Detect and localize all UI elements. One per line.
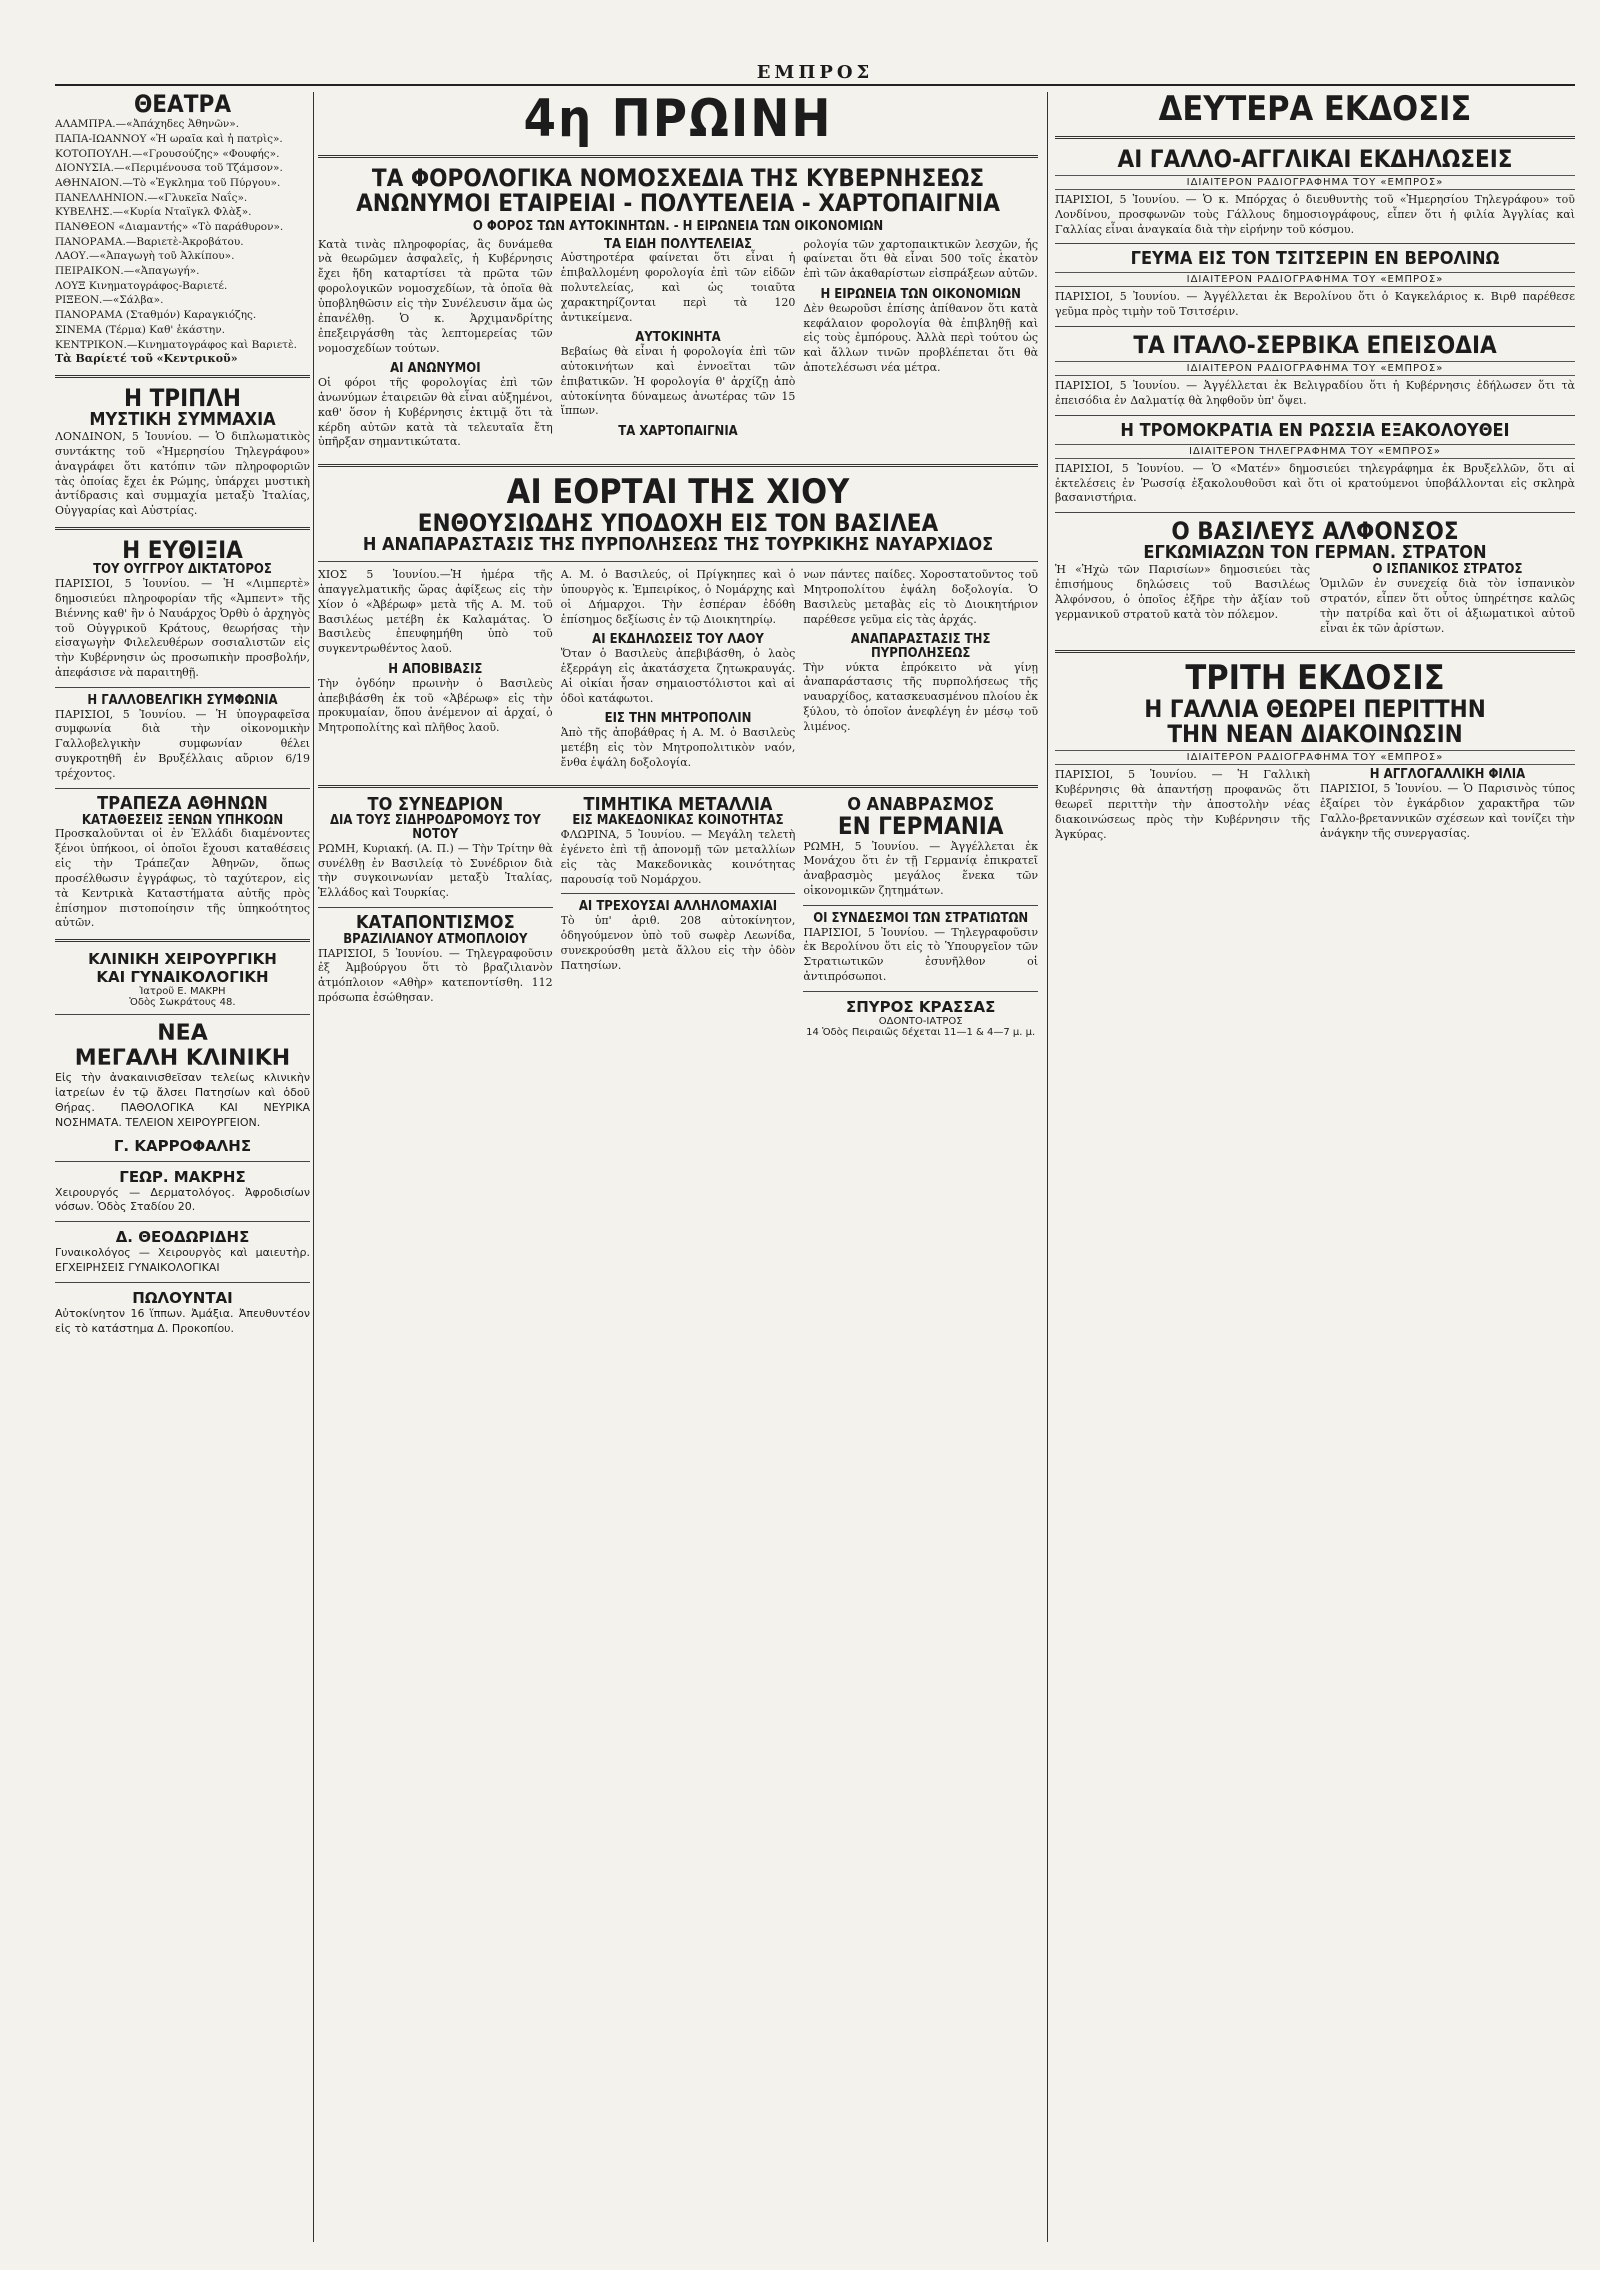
article-text: Τὴν ὀγδόην πρωινὴν ὁ Βασιλεὺς ἀπεβιβάσθη ἐκ τοῦ «Ἀβέρωφ» εἰς τὴν προκυμαίαν, ὅπου ἀνέμενον αἱ ἀρχαί, ὁ Μητροπολίτης καὶ πλῆθος λαοῦ. (318, 676, 553, 735)
article-column (318, 568, 553, 777)
theatre-line: ΑΛΑΜΠΡΑ.—«Ἀπάχηδες Ἀθηνῶν». (55, 118, 240, 131)
main-subheadline: ΑΝΩΝΥΜΟΙ ΕΤΑΙΡΕΙΑΙ - ΠΟΛΥΤΕΛΕΙΑ - ΧΑΡΤΟΠΑΙΓΝΙΑ (356, 188, 1000, 217)
theatre-listing (55, 117, 310, 352)
alfonso-headline: Ο ΒΑΣΙΛΕΥΣ ΑΛΦΟΝΣΟΣ (1171, 517, 1459, 546)
right-column (1055, 92, 1575, 2252)
new-clinic-ad (55, 1021, 310, 1154)
wire-tag: ΙΔΙΑΙΤΕΡΟΝ ΡΑΔΙΟΓΡΑΦΗΜΑ ΤΟΥ «ΕΜΠΡΟΣ» (1055, 175, 1575, 190)
theatre-line: ΣΙΝΕΜΑ (Τέρμα) Καθ' ἑκάστην. (55, 323, 225, 336)
new-clinic-director: Γ. ΚΑΡΡΟΦΑΛΗΣ (113, 1136, 252, 1155)
article-text: ΠΑΡΙΣΙΟΙ, 5 Ἰουνίου. — Ἀγγέλλεται ἐκ Βελιγραδίου ὅτι ἡ Κυβέρνησις ἐδήλωσεν ὅτι τὰ ἐπεισόδια ἐν Δαλματίᾳ θὰ ληφθοῦν ὑπ' ὄψει. (1055, 379, 1575, 408)
wire-tag: ΙΔΙΑΙΤΕΡΟΝ ΡΑΔΙΟΓΡΑΦΗΜΑ ΤΟΥ «ΕΜΠΡΟΣ» (1055, 272, 1575, 287)
section-heading: Η ΑΠΟΒΙΒΑΣΙΣ (388, 662, 483, 678)
congress-headline: ΤΟ ΣΥΝΕΔΡΙΟΝ (367, 795, 504, 815)
alfonso-columns (1055, 563, 1575, 642)
makris-ad (55, 1168, 310, 1216)
main-article-columns (318, 238, 1038, 457)
divider (318, 464, 1038, 467)
second-edition-title: ΔΕΥΤΕΡΑ ΕΚΔΟΣΙΣ (1158, 92, 1472, 129)
article-text: Ὅταν ὁ Βασιλεὺς ἀπεβιβάσθη, ὁ λαὸς ἐξερράγη εἰς ἀκατάσχετα ζητωκραυγάς. Αἱ οἰκίαι ἦσαν σημαιοστόλιστοι καὶ αἱ ὁδοὶ κατάφωτοι. (560, 647, 796, 705)
dentist-address: 14 Ὁδὸς Πειραιῶς δέχεται 11—1 & 4—7 μ. μ. (806, 1027, 1036, 1039)
section-heading: ΕΙΣ ΤΗΝ ΜΗΤΡΟΠΟΛΙΝ (604, 711, 752, 727)
divider (1055, 243, 1575, 244)
left-column (55, 92, 310, 2252)
theodoridis-text: Γυναικολόγος — Χειρουργὸς καὶ μαιευτὴρ. ΕΓΧΕΙΡΗΣΕΙΣ ΓΥΝΑΙΚΟΛΟΓΙΚΑΙ (55, 1246, 310, 1275)
article-column (803, 796, 1038, 1038)
congress-subheadline: ΔΙΑ ΤΟΥΣ ΣΙΔΗΡΟΔΡΟΜΟΥΣ ΤΟΥ ΝΟΤΟΥ (329, 813, 541, 843)
sinking-subheadline: ΒΡΑΖΙΛΙΑΝΟΥ ΑΤΜΟΠΛΟΙΟΥ (343, 931, 528, 947)
section-heading: Ο ΙΣΠΑΝΙΚΟΣ ΣΤΡΑΤΟΣ (1372, 563, 1523, 578)
article-text: ΠΑΡΙΣΙΟΙ, 5 Ἰουνίου. — Ἀγγέλλεται ἐκ Βερολίνου ὅτι ὁ Καγκελάριος κ. Βιρθ παρέθεσε γεῦμα πρὸς τιμὴν τοῦ Τσιτσέριν. (1055, 290, 1575, 319)
divider (561, 893, 796, 894)
article-text: Κατὰ τινὰς πληροφορίας, ἃς δυνάμεθα νὰ θεωρῶμεν ἀσφαλεῖς, ἡ Κυβέρνησις ἔχει ἤδη καταρτίσει τὰ πρῶτα τῶν φορολογικῶν νομοσχεδίων, τὰ ὁποῖα θὰ ὑποβληθῶσιν εἰς τὴν Συνέλευσιν ἅμα ὡς ἐπανέλθῃ. Ὁ κ. Ἀρχιμανδρίτης ἐπεξειργάσθη τὰς λεπτομερείας τῶν νομοσχεδίων τούτων. (318, 237, 553, 355)
clinic-ad (55, 950, 310, 1008)
divider (55, 939, 310, 942)
makris-text: Χειρουργός — Δερματολόγος. Ἀφροδισίων νόσων. Ὁδὸς Σταδίου 20. (55, 1185, 310, 1214)
chicherin-headline: ΓΕΥΜΑ ΕΙΣ ΤΟΝ ΤΣΙΤΣΕΡΙΝ ΕΝ ΒΕΡΟΛΙΝΩ (1130, 248, 1500, 270)
theatre-line: ΛΑΟΥ.—«Ἀπαγωγὴ τοῦ Ἀλκίπου». (55, 250, 235, 263)
article-column (318, 796, 553, 1038)
clinic-title: ΚΛΙΝΙΚΗ ΧΕΙΡΟΥΡΓΙΚΗ (88, 950, 277, 969)
edition-title: 4η ΠΡΩΙΝΗ (523, 92, 833, 149)
theatre-line: ΠΑΠΑ-ΙΩΑΝΝΟΥ «Ἡ ωραῖα καὶ ἡ πατρὶς». (55, 132, 283, 145)
theatre-line: ΠΑΝΘΕΟΝ «Διαμαντής» «Τὸ παράθυρον». (55, 221, 284, 233)
divider (55, 375, 310, 378)
divider (1055, 326, 1575, 327)
article-column (803, 568, 1038, 777)
theatre-note: Τὰ Βαρίετέ τοῦ «Κεντρικοῦ» (55, 352, 238, 366)
section-heading: Η ΕΙΡΩΝΕΙΑ ΤΩΝ ΟΙΚΟΝΟΜΙΩΝ (820, 287, 1021, 303)
divider (55, 527, 310, 530)
ethixia-subheadline: ΤΟΥ ΟΥΓΓΡΟΥ ΔΙΚΤΑΤΟΡΟΣ (93, 562, 272, 578)
sinking-headline: ΚΑΤΑΠΟΝΤΙΣΜΟΣ (356, 912, 515, 934)
third-edition-title: ΤΡΙΤΗ ΕΚΔΟΣΙΣ (1185, 658, 1445, 699)
divider (1055, 650, 1575, 653)
column-divider (313, 92, 314, 2242)
article-column (561, 568, 796, 777)
article-text: ΠΑΡΙΣΙΟΙ, 5 Ἰουνίου. — Ἡ Γαλλικὴ Κυβέρνησις θὰ ἀπαντήσῃ προφανῶς ὅτι θεωρεῖ περιττὴν τὴν ἀποστολὴν νέας διακοινώσεως πρὸς τὴν Κυβέρνησιν τῆς Ἀγκύρας. (1055, 768, 1310, 841)
dentist-name: ΣΠΥΡΟΣ ΚΡΑΣΣΑΣ (845, 998, 996, 1017)
divider (55, 687, 310, 688)
terror-russia-headline: Η ΤΡΟΜΟΚΡΑΤΙΑ ΕΝ ΡΩΣΣΙΑ ΕΞΑΚΟΛΟΥΘΕΙ (1120, 419, 1510, 441)
medals-subheadline: ΕΙΣ ΜΑΚΕΔΟΝΙΚΑΣ ΚΟΙΝΟΤΗΤΑΣ (572, 813, 784, 829)
theatre-line: ΡΙΞΕΟΝ.—«Σάλβα». (55, 294, 164, 307)
article-column (1320, 563, 1575, 642)
chios-headline: ΑΙ ΕΟΡΤΑΙ ΤΗΣ ΧΙΟΥ (506, 472, 850, 513)
main-headline: ΤΑ ΦΟΡΟΛΟΓΙΚΑ ΝΟΜΟΣΧΕΔΙΑ ΤΗΣ ΚΥΒΕΡΝΗΣΕΩΣ (371, 163, 985, 192)
theatre-line: ΑΘΗΝΑΙΟΝ.—Τὸ «Ἐγκλημα τοῦ Πύργου». (55, 176, 281, 189)
section-heading: Η ΑΓΓΛΟΓΑΛΛΙΚΗ ΦΙΛΙΑ (1369, 768, 1526, 783)
unrest-headline: Ο ΑΝΑΒΡΑΣΜΟΣ (847, 795, 995, 815)
article-column (803, 238, 1038, 457)
dentist-profession: ΟΔΟΝΤΟ-ΙΑΤΡΟΣ (878, 1016, 963, 1028)
section-heading: ΑΙ ΕΚΔΗΛΩΣΕΙΣ ΤΟΥ ΛΑΟΥ (592, 632, 764, 648)
center-column (318, 92, 1038, 2252)
section-heading: ΤΑ ΧΑΡΤΟΠΑΙΓΝΙΑ (618, 424, 738, 440)
triple-headline: Η ΤΡΙΠΛΗ (123, 384, 241, 413)
divider (55, 1014, 310, 1015)
theatre-line: ΠΑΝΕΛΛΗΝΙΟΝ.—«Γλυκεῖα Ναΐς». (55, 191, 248, 204)
divider (1055, 512, 1575, 513)
wire-tag: ΙΔΙΑΙΤΕΡΟΝ ΤΗΛΕΓΡΑΦΗΜΑ ΤΟΥ «ΕΜΠΡΟΣ» (1055, 444, 1575, 459)
new-clinic-text: Εἰς τὴν ἀνακαινισθεῖσαν τελείως κλινικὴν ἰατρείων ἐν τῷ ἄλσει Πατησίων καὶ ὁδοῦ Θήρας. ΠΑΘΟΛΟΓΙΚΑ ΚΑΙ ΝΕΥΡΙΚΑ ΝΟΣΗΜΑΤΑ. ΤΕΛΕΙΟΝ ΧΕΙΡΟΥΡΓΕΙΟΝ. (55, 1071, 310, 1129)
divider (318, 785, 1038, 788)
wire-tag: ΙΔΙΑΙΤΕΡΟΝ ΡΑΔΙΟΓΡΑΦΗΜΑ ΤΟΥ «ΕΜΠΡΟΣ» (1055, 361, 1575, 376)
divider (803, 991, 1038, 992)
article-text: ΡΩΜΗ, Κυριακή. (Α. Π.) — Τὴν Τρίτην θὰ συνέλθῃ ἐν Βασιλείᾳ τὸ Συνέδριον διὰ τὴν συγκοινωνίαν μεταξὺ Ἰταλίας, Ἑλλάδος καὶ Τουρκίας. (318, 841, 553, 900)
divider (803, 905, 1038, 906)
medals-headline: ΤΙΜΗΤΙΚΑ ΜΕΤΑΛΛΙΑ (583, 795, 773, 815)
article-text: Οἱ φόροι τῆς φορολογίας ἐπὶ τῶν ἀνωνύμων ἑταιρειῶν θὰ εἶναι αὐξημένοι, καθ' ὅσον ἡ Κυβέρνησις ἐκτιμᾷ ὅτι τὰ κέρδη αὐτῶν κατὰ τὰ τελευταῖα ἔτη ὑπῆρξαν σημαντικώτατα. (318, 376, 553, 449)
article-text: Αὐστηροτέρα φαίνεται ὅτι εἶναι ἡ ἐπιβαλλομένη φορολογία ἐπὶ τῶν εἰδῶν πολυτελείας, καὶ ὡς τοιαῦτα χαρακτηρίζονται περὶ τὰ 120 ἀντικείμενα. (560, 251, 796, 324)
ethixia-headline: Η ΕΥΘΙΞΙΑ (122, 536, 243, 565)
theatre-line: ΚΕΝΤΡΙΚΟΝ.—Κινηματογράφος καὶ Βαριετὲ. (55, 338, 297, 351)
for-sale-ad (55, 1289, 310, 1337)
theatre-heading: ΘΕΑΤΡΑ (133, 92, 232, 118)
main-deck: Ο ΦΟΡΟΣ ΤΩΝ ΑΥΤΟΚΙΝΗΤΩΝ. - Η ΕΙΡΩΝΕΙΑ ΤΩΝ ΟΙΚΟΝΟΜΙΩΝ (472, 218, 884, 234)
divider (318, 561, 1038, 562)
article-text: νων πάντες παίδες. Χοροστατοῦντος τοῦ Μητροπολίτου ἐψάλη δοξολογία. Ὁ Βασιλεὺς μεταβὰς εἰς τὸ Διοικητήριον παρέθεσε γεῦμα εἰς τὰς ἀρχάς. (803, 567, 1038, 626)
article-text: ΠΑΡΙΣΙΟΙ, 5 Ἰουνίου. — Ὁ «Ματέν» δημοσιεύει τηλεγράφημα ἐκ Βρυξελλῶν, ὅτι αἱ ἐκτελέσεις ἐν Ῥωσσίᾳ ἐξακολουθοῦσι καὶ ὅτι οἱ κρατούμενοι ὑποβάλλονται εἰς σκληρὰ βασανιστήρια. (1055, 461, 1575, 505)
newspaper-name: ΕΜΠΡΟΣ (756, 62, 874, 83)
gallo-headline: Η ΓΑΛΛΟΒΕΛΓΙΚΗ ΣΥΜΦΩΝΙΑ (87, 692, 278, 708)
article-column (1055, 768, 1310, 848)
bank-notice: Προσκαλοῦνται οἱ ἐν Ἑλλάδι διαμένοντες ξένοι ὑπήκοοι, οἱ ὁποῖοι ἔχουσι καταθέσεις εἰς τὴν Τράπεζαν Ἀθηνῶν, ὅπως προσέλθωσιν ἐγγράφως, τὸ ταχύτερον, εἰς τὰ Κεντρικὰ Καταστήματα αὐτῆς πρὸς ἐπίσημον πιστοποίησιν τῆς ὑπηκοότητος αὐτῶν. (55, 827, 310, 930)
article-column (561, 238, 796, 457)
section-heading: ΤΑ ΕΙΔΗ ΠΟΛΥΤΕΛΕΙΑΣ (604, 237, 753, 252)
ethixia-article: ΠΑΡΙΣΙΟΙ, 5 Ἰουνίου. — Ἡ «Λιμπερτὲ» δημοσιεύει πληροφορίαν τῆς «Ἀμπεντ» τῆς Βιέννης καθ' ἣν ὁ Ναυάρχος Ὀρθὺ ὁ ἀρχηγὸς τοῦ Οὑγγρικοῦ Κράτους, θεωρήσας τὴν εἰσαγωγὴν Φιλελευθέρων σοσιαλιστῶν εἰς τὴν Κυβέρνησιν ὡς προσωπικὴν προσβολήν, ἀπεφάσισε νὰ παραιτηθῇ. (55, 577, 310, 680)
france-subheadline: ΤΗΝ ΝΕΑΝ ΔΙΑΚΟΙΝΩΣΙΝ (1167, 720, 1463, 749)
article-text: Α. Μ. ὁ Βασιλεύς, οἱ Πρίγκηπες καὶ ὁ ὑπουργὸς κ. Ἐμπειρίκος, ὁ Νομάρχης καὶ οἱ Δήμαρχοι. Τὴν ἑσπέραν ἐδόθη ἐπίσημος δεξίωσις ἐν τῷ Διοικητηρίῳ. (560, 567, 796, 626)
article-text: ΠΑΡΙΣΙΟΙ, 5 Ἰουνίου. — Τηλεγραφοῦσιν ἐξ Ἀμβούργου ὅτι τὸ βραζιλιανὸν ἀτμόπλοιον «Αθὴρ» κατεποντίσθη. 112 πρόσωπα ἐσώθησαν. (318, 946, 553, 1005)
dentist-ad (803, 998, 1038, 1038)
collisions-headline: ΑΙ ΤΡΕΧΟΥΣΑΙ ΑΛΛΗΛΟΜΑΧΙΑΙ (578, 899, 778, 915)
theatre-line: ΔΙΟΝΥΣΙΑ.—«Περιμένουσα τοῦ Τζάμσον». (55, 162, 283, 175)
triple-article: ΛΟΝΔΙΝΟΝ, 5 Ἰουνίου. — Ὁ διπλωματικὸς συντάκτης τοῦ «Ἡμερησίου Τηλεγράφου» ἀναγράφει ὅτι κατόπιν τῶν πληροφοριῶν τὰς ὁποίας ἔχει ἐκ Ρώμης, ὑπάρχει μυστικὴ ἀντίδρασις καὶ συμμαχία μεταξὺ Ἰταλίας, Οὑγγαρίας καὶ Αὐστρίας. (55, 430, 310, 518)
gallo-article: ΠΑΡΙΣΙΟΙ, 5 Ἰουνίου. — Ἡ ὑπογραφεῖσα συμφωνία διὰ τὴν οἰκονομικὴν Γαλλοβελγικὴν συμφωνίαν θέλει συγκροτηθῆ ἐν Βρυξέλλαις αὔριον 6/19 τρέχοντος. (55, 707, 310, 780)
article-text: Ἀπὸ τῆς ἀποβάθρας ἡ Α. Μ. ὁ Βασιλεὺς μετέβη εἰς τὸν Μητροπολιτικὸν ναόν, ἔνθα ἐψάλη δοξολογία. (560, 726, 796, 769)
wire-tag: ΙΔΙΑΙΤΕΡΟΝ ΡΑΔΙΟΓΡΑΦΗΜΑ ΤΟΥ «ΕΜΠΡΟΣ» (1055, 750, 1575, 765)
column-divider (1047, 92, 1048, 2242)
article-column (318, 238, 553, 457)
article-column (1055, 563, 1310, 642)
clinic-doctor: Ἰατροῦ Ε. ΜΑΚΡΗ (139, 986, 226, 998)
divider (318, 907, 553, 908)
bottom-article-columns (318, 796, 1038, 1038)
article-text: Ὁμιλῶν ἐν συνεχείᾳ διὰ τὸν ἰσπανικὸν στρατόν, εἶπεν ὅτι οὗτος ὑπηρέτησε καλῶς τὴν πατρίδα καὶ ὅτι οἱ ἀξιωματικοὶ αὐτοῦ εἶναι ἐκ τῶν ἀρίστων. (1320, 577, 1575, 635)
article-text: ΧΙΟΣ 5 Ἰουνίου.—Ἡ ἡμέρα τῆς ἀπαγγελματικῆς ὥρας ἀφίξεως εἰς τὴν Χίον ὁ «Ἀβέρωφ» μετὰ τῆς Α. Μ. τοῦ Βασιλέως μετέβη ἐκ Καλαμάτας. Ὁ Βασιλεὺς ἐπευφημήθη ὑπὸ τοῦ συγκεντρωθέντος λαοῦ. (318, 567, 553, 656)
clinic-subtitle: ΚΑΙ ΓΥΝΑΙΚΟΛΟΓΙΚΗ (96, 968, 269, 987)
makris-name: ΓΕΩΡ. ΜΑΚΡΗΣ (119, 1167, 246, 1186)
new-label: ΝΕΑ (157, 1021, 208, 1047)
article-text: ΠΑΡΙΣΙΟΙ, 5 Ἰουνίου. — Ὁ κ. Μπόρχας ὁ διευθυντὴς τοῦ «Ἡμερησίου Τηλεγράφου» τοῦ Λονδίνου, προσφωνῶν τοὺς Γάλλους δημοσιογράφους, εἶπεν ὅτι ἡ φιλία Ἀγγλίας καὶ Γαλλίας εἶναι ἀναγκαία διὰ τὴν εἰρήνην τοῦ κόσμου. (1055, 192, 1575, 236)
article-text: Τὴν νύκτα ἐπρόκειτο νὰ γίνῃ ἀναπαράστασις τῆς πυρπολήσεως τῆς ναυαρχίδος, κατασκευασμένου πλοίου ἐκ ξύλου, τὸ ὁποῖον ἀνεφλέγη ἐν μέσῳ τοῦ λιμένος. (803, 660, 1038, 734)
divider (55, 1282, 310, 1283)
section-heading: ΑΙ ΑΝΩΝΥΜΟΙ (390, 361, 481, 377)
article-text: ΦΛΩΡΙΝΑ, 5 Ἰουνίου. — Μεγάλη τελετὴ ἐγένετο ἐπὶ τῇ ἀπονομῇ τῶν μεταλλίων εἰς τὰς Μακεδονικὰς κοινότητας παρουσίᾳ τοῦ Νομάρχου. (560, 828, 796, 886)
chios-subheadline: ΕΝΘΟΥΣΙΩΔΗΣ ΥΠΟΔΟΧΗ ΕΙΣ ΤΟΝ ΒΑΣΙΛΕΑ (417, 508, 939, 537)
for-sale-text: Αὐτοκίνητον 16 ἵππων. Ἀμάξια. Ἀπευθυντέον εἰς τὸ κατάστημα Δ. Προκοπίου. (55, 1306, 310, 1335)
article-text: Τὸ ὑπ' ἀριθ. 208 αὐτοκίνητον, ὁδηγούμενον ὑπὸ τοῦ σωφὲρ Λεωνίδα, συνεκρούσθη μετὰ ἄλλου εἰς τὴν ὁδὸν Πατησίων. (560, 914, 796, 972)
article-text: Ἡ «Ἠχὼ τῶν Παρισίων» δημοσιεύει τὰς ἐπισήμους δηλώσεις τοῦ Βασιλέως Ἀλφόνσου, ὁ ὁποῖος ἐξῆρε τὴν ἀξίαν τοῦ γερμανικοῦ στρατοῦ κατὰ τὸν πόλεμον. (1055, 563, 1310, 621)
bank-headline: ΤΡΑΠΕΖΑ ΑΘΗΝΩΝ (97, 792, 268, 814)
alfonso-subheadline: ΕΓΚΩΜΙΑΖΩΝ ΤΟΝ ΓΕΡΜΑΝ. ΣΤΡΑΤΟΝ (1143, 542, 1487, 564)
soldiers-headline: ΟΙ ΣΥΝΔΕΣΜΟΙ ΤΩΝ ΣΤΡΑΤΙΩΤΩΝ (813, 911, 1029, 926)
article-text: Βεβαίως θὰ εἶναι ἡ φορολογία ἐπὶ τῶν αὐτοκινήτων καὶ ἐννοεῖται τῶν ἐπιβατικῶν. Ἡ φορολογία θ' ἀρχίζῃ ἀπὸ αὐτοκίνητα δύναμεως ἀνωτέρας τῶν 15 ἵππων. (560, 345, 796, 418)
franco-british-headline: ΑΙ ΓΑΛΛΟ-ΑΓΓΛΙΚΑΙ ΕΚΔΗΛΩΣΕΙΣ (1117, 144, 1513, 173)
article-text: ρολογία τῶν χαρτοπαικτικῶν λεσχῶν, ἧς φαίνεται ὅτι θὰ εἶναι 500 τοῖς ἑκατὸν ἐπὶ τῶν ἀκαθαρίστων εἰσπράξεων αὐτῶν. (803, 237, 1038, 281)
article-text: Δὲν θεωροῦσι ἐπίσης ἀπίθανον ὅτι κατὰ κεφάλαιον φορολογία θὰ ἐπιβληθῇ καὶ εἰς τοὺς ἐμπόρους. Ἀλλὰ περὶ τούτου ὡς καὶ ἄλλων τινῶν προβλέπεται ὅτι θὰ ἀποτελέσωσι νέα μέτρα. (803, 301, 1038, 375)
theatre-line: ΠΑΝΟΡΑΜΑ (Σταθμόν) Καραγκιόζης. (55, 309, 257, 322)
chios-deck: Η ΑΝΑΠΑΡΑΣΤΑΣΙΣ ΤΗΣ ΠΥΡΠΟΛΗΣΕΩΣ ΤΗΣ ΤΟΥΡΚΙΚΗΣ ΝΑΥΑΡΧΙΔΟΣ (362, 534, 994, 556)
new-clinic-title: ΜΕΓΑΛΗ ΚΛΙΝΙΚΗ (74, 1046, 291, 1072)
article-text: ΡΩΜΗ, 5 Ἰουνίου. — Ἀγγέλλεται ἐκ Μονάχου ὅτι ἐν τῇ Γερμανίᾳ ἐπικρατεῖ ἀναβρασμὸς μεγάλος ἕνεκα τῶν οἰκονομικῶν ζητημάτων. (803, 839, 1038, 898)
theatre-line: ΚΟΤΟΠΟΥΛΗ.—«Γρουσούζης» «Φουφής». (55, 147, 280, 160)
triple-subheadline: ΜΥΣΤΙΚΗ ΣΥΜΜΑΧΙΑ (89, 409, 276, 431)
divider (55, 1221, 310, 1222)
divider (1055, 415, 1575, 416)
theodoridis-name: Δ. ΘΕΟΔΩΡΙΔΗΣ (115, 1228, 250, 1247)
clinic-address: Ὁδὸς Σωκράτους 48. (129, 997, 236, 1009)
theatre-line: ΚΥΒΕΛΗΣ.—«Κυρία Νταϊγκλ Φλὰξ». (55, 206, 252, 219)
divider (1055, 136, 1575, 139)
masthead (55, 62, 1575, 86)
theatre-line: ΠΑΝΟΡΑΜΑ.—Βαριετὲ-Ἀκροβάτου. (55, 235, 244, 248)
france-headline: Η ΓΑΛΛΙΑ ΘΕΩΡΕΙ ΠΕΡΙΤΤΗΝ (1144, 695, 1486, 724)
divider (55, 1161, 310, 1162)
unrest-subheadline: ΕΝ ΓΕΡΜΑΝΙΑ (837, 812, 1004, 841)
section-heading: ΑΝΑΠΑΡΑΣΤΑΣΙΣ ΤΗΣ ΠΥΡΠΟΛΗΣΕΩΣ (850, 632, 991, 661)
article-text: ΠΑΡΙΣΙΟΙ, 5 Ἰουνίου. — Τηλεγραφοῦσιν ἐκ Βερολίνου ὅτι εἰς τὸ Ὑπουργεῖον τῶν Στρατιωτικῶν ἐσυνῆλθον οἱ ἀντιπρόσωποι. (803, 925, 1038, 984)
theatre-line: ΠΕΙΡΑΙΚΟΝ.—«Ἀπαγωγή». (55, 265, 200, 278)
bank-subheadline: ΚΑΤΑΘΕΣΕΙΣ ΞΕΝΩΝ ΥΠΗΚΟΩΝ (81, 812, 284, 828)
france-columns (1055, 768, 1575, 848)
article-column (1320, 768, 1575, 848)
italo-serbian-headline: ΤΑ ΙΤΑΛΟ-ΣΕΡΒΙΚΑ ΕΠΕΙΣΟΔΙΑ (1133, 330, 1497, 359)
chios-article-columns (318, 568, 1038, 777)
for-sale-title: ΠΩΛΟΥΝΤΑΙ (132, 1288, 233, 1307)
divider (318, 155, 1038, 158)
article-text: ΠΑΡΙΣΙΟΙ, 5 Ἰουνίου. — Ὁ Παρισινὸς τύπος ἐξαίρει τὸν ἐγκάρδιον χαρακτῆρα τῶν Γαλλο-βρεταννικῶν σχέσεων καὶ τονίζει τὴν ἀνάγκην τῆς συνεργασίας. (1320, 782, 1575, 840)
article-column (561, 796, 796, 1038)
theatre-line: ΛΟΥΞ Κινηματογράφος-Βαριετέ. (55, 279, 228, 292)
section-heading: ΑΥΤΟΚΙΝΗΤΑ (635, 330, 721, 346)
divider (55, 788, 310, 789)
theodoridis-ad (55, 1228, 310, 1276)
